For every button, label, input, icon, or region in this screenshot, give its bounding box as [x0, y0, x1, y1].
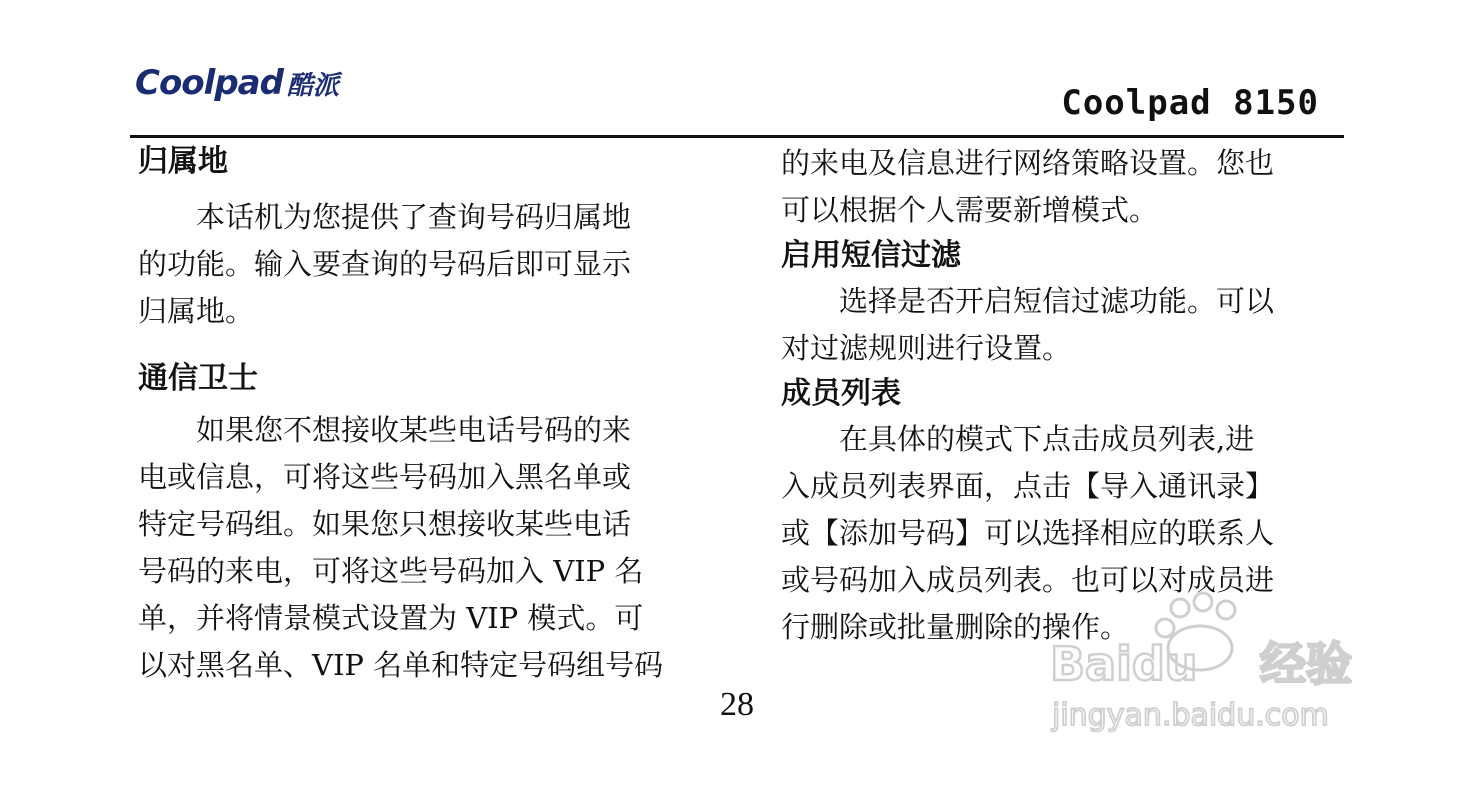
paragraph-line: 的功能。输入要查询的号码后即可显示 [138, 247, 632, 281]
paragraph-line: 归属地。 [138, 294, 255, 328]
section-heading-guishudi: 归属地 [138, 144, 228, 179]
watermark-jingyan-cjk: 经验 [1260, 637, 1352, 691]
paragraph-line: 或【添加号码】可以选择相应的联系人 [781, 516, 1275, 550]
logo-cjk-text: 酷派 [286, 71, 339, 101]
section-heading-member-list: 成员列表 [781, 376, 901, 411]
left-column [138, 140, 698, 689]
watermark-baidu-text: Baidu [1050, 637, 1198, 691]
paragraph-line: 入成员列表界面，点击【导入通讯录】 [781, 469, 1275, 503]
model-name: Coolpad 8150 [1061, 83, 1319, 123]
section-heading-tongxin-weishi: 通信卫士 [138, 361, 258, 396]
paragraph-line: 号码的来电，可将这些号码加入 VIP 名 [138, 554, 644, 588]
paragraph-line: 行删除或批量删除的操作。 [781, 610, 1130, 644]
paragraph-line: 电或信息，可将这些号码加入黑名单或 [138, 460, 632, 494]
paragraph-line: 选择是否开启短信过滤功能。可以 [839, 284, 1275, 318]
paragraph-line: 本话机为您提供了查询号码归属地 [196, 200, 632, 234]
logo-latin-text: Coolpad [135, 63, 283, 103]
section-heading-sms-filter: 启用短信过滤 [781, 238, 961, 273]
page-number: 28 [720, 686, 754, 723]
watermark-url: jingyan.baidu.com [1052, 698, 1329, 733]
paragraph-line: 特定号码组。如果您只想接收某些电话 [138, 507, 632, 541]
paragraph-line: 的来电及信息进行网络策略设置。您也 [781, 146, 1275, 180]
header-divider [130, 135, 1344, 138]
paragraph-line: 在具体的模式下点击成员列表,进 [839, 422, 1255, 456]
paragraph-line: 如果您不想接收某些电话号码的来 [196, 413, 632, 447]
paragraph-line: 以对黑名单、VIP 名单和特定号码组号码 [138, 648, 664, 682]
right-column [781, 140, 1341, 651]
paragraph-line: 单，并将情景模式设置为 VIP 模式。可 [138, 601, 644, 635]
coolpad-logo [135, 63, 339, 103]
paragraph-line: 对过滤规则进行设置。 [781, 331, 1072, 365]
paragraph-line: 可以根据个人需要新增模式。 [781, 193, 1159, 227]
paragraph-line: 或号码加入成员列表。也可以对成员进 [781, 563, 1275, 597]
